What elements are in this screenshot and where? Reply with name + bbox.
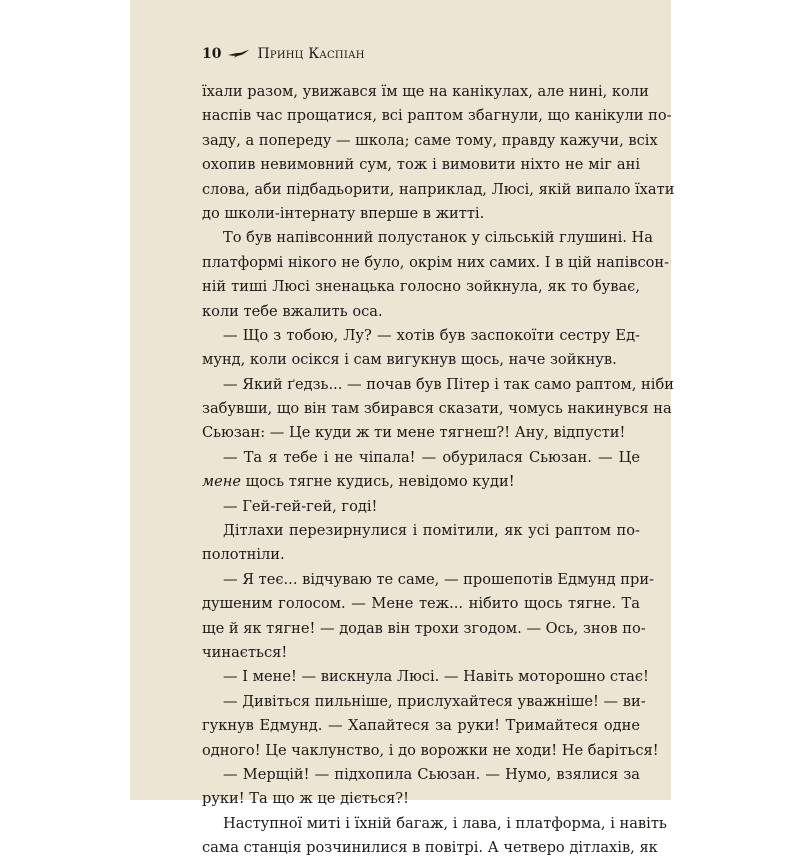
text-line: руки! Та що ж це діється?!	[202, 790, 409, 808]
running-title: Принц Каспіан	[257, 46, 365, 62]
text-line: чинається!	[202, 643, 288, 661]
text-line: їхали разом, увижався їм ще на канікулах, але нині, коли	[202, 83, 649, 100]
text-line: слова, аби підбадьорити, наприклад, Люсі, якій випало їхати	[202, 180, 675, 198]
text-line: — Який ґедзь... — почав був Пітер і так само раптом, ніби	[223, 375, 674, 393]
text-line: — Та я тебе і не чіпала! — обурилася Сьюзан. — Це	[223, 448, 640, 466]
text-line: одного! Це чаклунство, і до ворожки не ходи! Не баріться!	[202, 741, 659, 759]
text-line: — Що з тобою, Лу? — хотів був заспокоїти сестру Ед-	[223, 326, 640, 344]
text-line: — І мене! — вискнула Люсі. — Навіть моторошно стає!	[223, 668, 649, 686]
text-line: гукнув Едмунд. — Хапайтеся за руки! Тримайтеся одне	[202, 717, 640, 735]
text-line: — Я теє... відчуваю те саме, — прошепотів Едмунд при-	[223, 570, 655, 588]
text-line: — Мерщій! — підхопила Сьюзан. — Нумо, взялися за	[223, 765, 640, 783]
text-line: То був напівсонний полустанок у сільській глушині. На	[223, 229, 653, 247]
text-line: — Гей-гей-гей, годі!	[223, 497, 378, 515]
text-line: до школи-інтернату вперше в житті.	[202, 204, 485, 222]
text-line: — Дивіться пильніше, прислухайтеся уважніше! — ви-	[223, 692, 646, 710]
text-line: Наступної миті і їхній багаж, і лава, і платформа, і навіть	[223, 814, 667, 832]
swallow-ornament-icon	[227, 49, 251, 59]
body-text	[202, 80, 675, 861]
text-line: полотніли.	[202, 546, 285, 564]
text-line: платформі нікого не було, окрім них самих. І в цій напівсон-	[202, 253, 670, 271]
text-line: наспів час прощатися, всі раптом збагнули, що канікули по-	[202, 107, 672, 125]
text-line: мене щось тягне кудись, невідомо куди!	[202, 473, 515, 491]
text-line: заду, а попереду — школа; саме тому, правду кажучи, всіх	[202, 131, 658, 149]
text-line: мунд, коли осікся і сам вигукнув щось, наче зойкнув.	[202, 351, 617, 369]
page-number: 10	[202, 46, 222, 62]
text-line: ще й як тягне! — додав він трохи згодом. — Ось, знов по-	[202, 619, 646, 637]
text-line: ній тиші Люсі зненацька голосно зойкнула, як то буває,	[202, 278, 640, 296]
text-line: сама станція розчинилися в повітрі. А четверо дітлахів, як	[202, 839, 658, 857]
text-line: душеним голосом. — Мене теж... нібито щось тягне. Та	[202, 595, 640, 613]
text-line: Дітлахи перезирнулися і помітили, як усі раптом по-	[223, 522, 640, 540]
text-line: охопив невимовний сум, тож і вимовити ніхто не міг ані	[202, 156, 640, 174]
text-line: Сьюзан: — Це куди ж ти мене тягнеш?! Ану, відпусти!	[202, 424, 626, 442]
emphasis: мене	[202, 473, 241, 491]
text-line: коли тебе вжалить оса.	[202, 302, 383, 320]
text-line: забувши, що він там збирався сказати, чомусь накинувся на	[202, 400, 672, 418]
page-header	[202, 44, 365, 64]
book-page	[130, 0, 675, 857]
